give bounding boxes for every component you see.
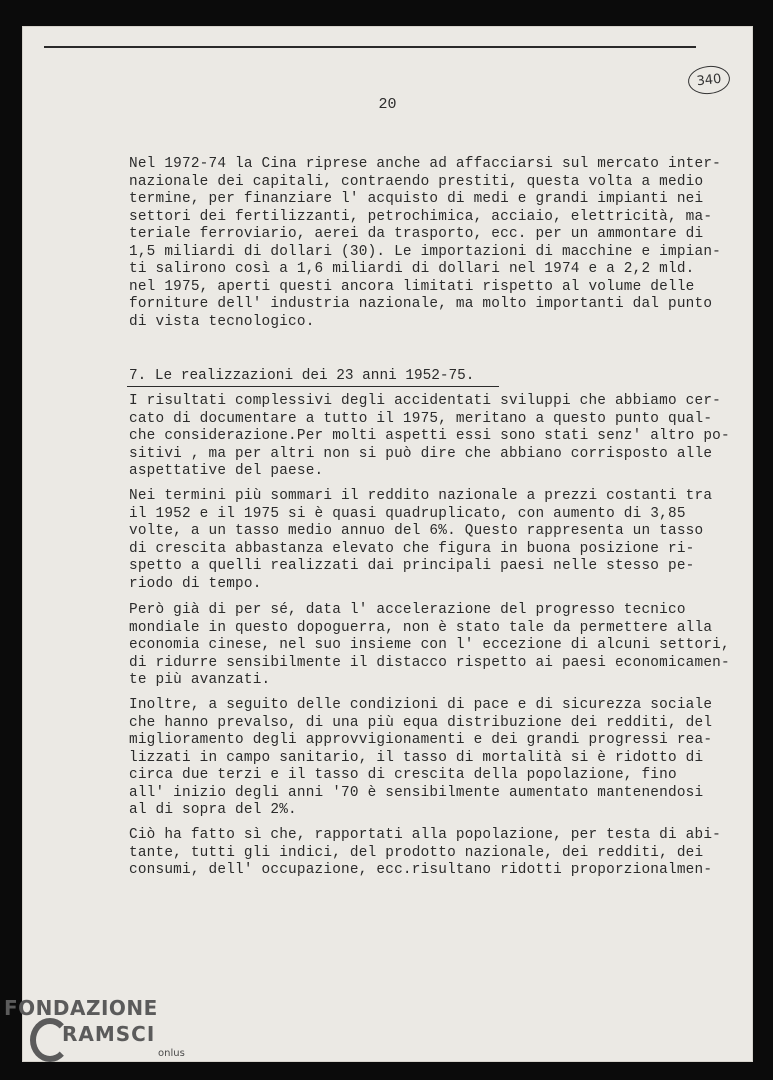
text-line: Ciò ha fatto sì che, rapportati alla popolazione, per testa di abi- [129,827,721,843]
text-line: mondiale in questo dopoguerra, non è stato tale da permettere alla [129,619,713,636]
text-line: all' inizio degli anni '70 è sensibilmente aumentato mantenendosi [129,784,704,801]
heading-underline [127,386,499,387]
text-line: tante, tutti gli indici, del prodotto nazionale, dei redditi, dei [129,844,704,861]
top-rule [44,46,696,48]
text-line: di vista tecnologico. [129,313,315,330]
text-line: di crescita abbastanza elevato che figura in buona posizione ri- [129,540,695,557]
text-line: Nel 1972-74 la Cina riprese anche ad affacciarsi sul mercato inter- [129,156,721,172]
paragraph-1 [129,156,749,331]
text-line: Inoltre, a seguito delle condizioni di pace e di sicurezza sociale [129,697,713,713]
text-line: 1,5 miliardi di dollari (30). Le importazioni di macchine e impian- [129,243,721,260]
text-line: consumi, dell' occupazione, ecc.risultano ridotti proporzionalmen- [129,862,713,878]
text-line: miglioramento degli approvvigionamenti e dei grandi progressi rea- [129,732,713,748]
paragraph-4 [129,602,749,690]
paragraph-2 [129,393,749,481]
text-line: al di sopra del 2%. [129,802,297,818]
document-page [22,26,753,1062]
archive-stamp: 340 [687,64,732,96]
section-heading: 7. Le realizzazioni dei 23 anni 1952-75. [129,368,475,384]
text-line: che considerazione.Per molti aspetti essi sono stati senz' altro po- [129,428,730,444]
watermark-logo [0,994,190,1080]
text-line: economia cinese, nel suo insieme con l' eccezione di alcuni settori, [129,637,730,653]
text-line: I risultati complessivi degli accidentati sviluppi che abbiamo cer- [129,393,721,409]
text-line: lizzati in campo sanitario, il tasso di mortalità si è ridotto di [129,749,704,766]
text-line: aspettative del paese. [129,463,324,479]
watermark-line2: RAMSCI [62,1022,156,1046]
text-line: Però già di per sé, data l' accelerazione del progresso tecnico [129,602,686,618]
text-line: forniture dell' industria nazionale, ma molto importanti dal punto [129,296,713,312]
paragraph-5 [129,697,749,820]
text-line: Nei termini più sommari il reddito nazionale a prezzi costanti tra [129,488,713,504]
text-line: nazionale dei capitali, contraendo prestiti, questa volta a medio [129,173,704,190]
text-line: nel 1975, aperti questi ancora limitati rispetto al volume delle [129,278,695,295]
text-line: di ridurre sensibilmente il distacco rispetto ai paesi economicamen- [129,654,730,671]
text-line: riodo di tempo. [129,575,262,592]
text-line: te più avanzati. [129,672,271,688]
text-line: termine, per finanziare l' acquisto di medi e grandi impianti nei [129,191,704,207]
text-line: volte, a un tasso medio annuo del 6%. Questo rappresenta un tasso [129,523,704,539]
page-number: 20 [378,96,397,113]
text-line: ti salirono così a 1,6 miliardi di dollari nel 1974 e a 2,2 mld. [129,261,695,277]
text-line: il 1952 e il 1975 si è quasi quadruplicato, con aumento di 3,85 [129,505,686,522]
text-line: teriale ferroviario, aerei da trasporto, ecc. per un ammontare di [129,226,704,242]
paragraph-3 [129,488,749,593]
text-line: cato di documentare a tutto il 1975, meritano a questo punto qual- [129,410,713,427]
text-line: sitivi , ma per altri non si può dire che abbiano corrisposto alle [129,445,713,462]
text-line: che hanno prevalso, di una più equa distribuzione dei redditi, del [129,714,713,731]
text-line: spetto a quelli realizzati dai principali paesi nelle stesso pe- [129,558,695,574]
text-line: settori dei fertilizzanti, petrochimica, acciaio, elettricità, ma- [129,208,713,225]
watermark-line1: FONDAZIONE [4,996,158,1020]
text-line: circa due terzi e il tasso di crescita della popolazione, fino [129,767,677,783]
paragraph-6 [129,827,749,880]
watermark-line3: onlus [158,1048,185,1059]
